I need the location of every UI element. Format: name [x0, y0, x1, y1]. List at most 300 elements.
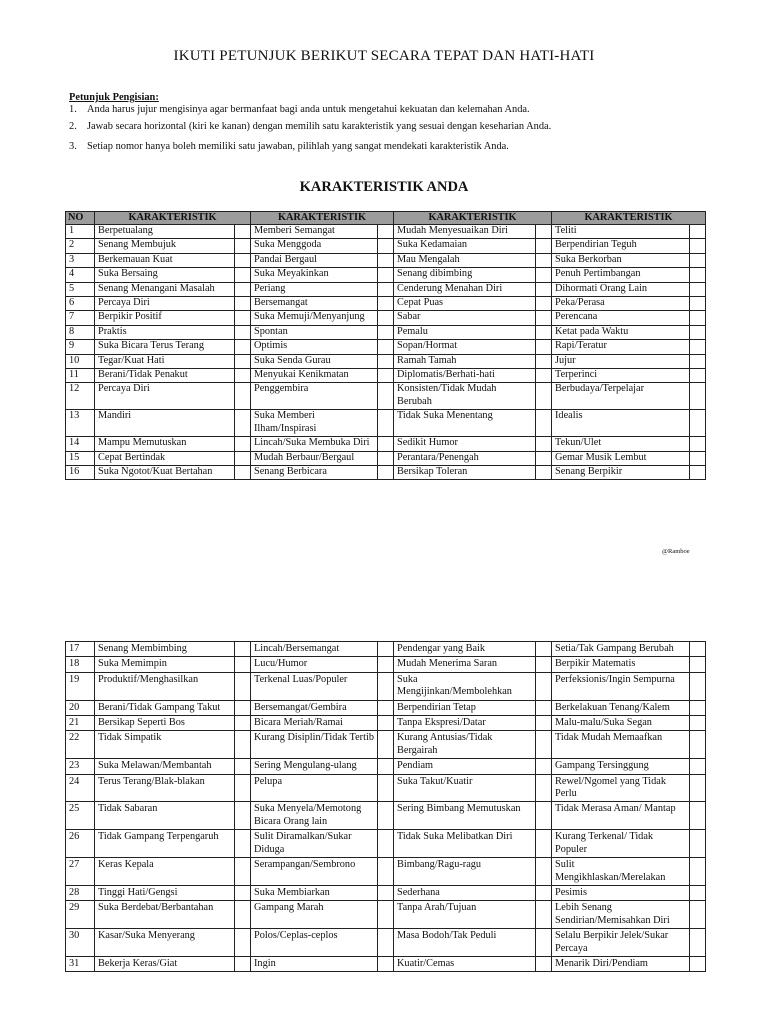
- answer-checkbox[interactable]: [378, 885, 394, 900]
- answer-checkbox[interactable]: [378, 369, 394, 383]
- characteristic-cell: Sulit Diramalkan/Sukar Diduga: [251, 830, 378, 858]
- characteristic-cell: Pelupa: [251, 774, 378, 802]
- answer-checkbox[interactable]: [690, 297, 706, 311]
- instructions: [69, 92, 729, 152]
- answer-checkbox[interactable]: [690, 383, 706, 410]
- instruction-text: Jawab secara horizontal (kiri ke kanan) dengan memilih satu karakteristik yang sesuai dengan keseharian Anda.: [87, 121, 552, 132]
- answer-checkbox[interactable]: [536, 657, 552, 672]
- characteristic-cell: Ramah Tamah: [394, 354, 536, 368]
- table-row: [66, 383, 706, 410]
- answer-checkbox[interactable]: [235, 437, 251, 451]
- characteristic-cell: Gampang Marah: [251, 901, 378, 929]
- characteristic-cell: Berkelakuan Tenang/Kalem: [552, 700, 690, 715]
- answer-checkbox[interactable]: [378, 282, 394, 296]
- characteristic-cell: Cenderung Menahan Diri: [394, 282, 536, 296]
- answer-checkbox[interactable]: [235, 700, 251, 715]
- row-number: 4: [66, 268, 95, 282]
- answer-checkbox[interactable]: [378, 956, 394, 971]
- header-characteristic: KARAKTERISTIK: [394, 212, 552, 225]
- answer-checkbox[interactable]: [235, 731, 251, 759]
- characteristic-cell: Rewel/Ngomel yang Tidak Perlu: [552, 774, 690, 802]
- characteristic-cell: Malu-malu/Suka Segan: [552, 716, 690, 731]
- characteristic-cell: Perencana: [552, 311, 690, 325]
- table-row: [66, 858, 706, 886]
- row-number: 27: [66, 858, 95, 886]
- characteristic-cell: Bersikap Seperti Bos: [95, 716, 235, 731]
- answer-checkbox[interactable]: [378, 383, 394, 410]
- answer-checkbox[interactable]: [536, 282, 552, 296]
- answer-checkbox[interactable]: [536, 830, 552, 858]
- answer-checkbox[interactable]: [235, 716, 251, 731]
- answer-checkbox[interactable]: [235, 297, 251, 311]
- answer-checkbox[interactable]: [690, 437, 706, 451]
- answer-checkbox[interactable]: [536, 297, 552, 311]
- answer-checkbox[interactable]: [690, 311, 706, 325]
- characteristic-cell: Sering Bimbang Memutuskan: [394, 802, 536, 830]
- characteristic-cell: Bersemangat: [251, 297, 378, 311]
- header-characteristic: KARAKTERISTIK: [251, 212, 394, 225]
- characteristic-cell: Ingin: [251, 956, 378, 971]
- answer-checkbox[interactable]: [690, 253, 706, 267]
- answer-checkbox[interactable]: [235, 956, 251, 971]
- row-number: 10: [66, 354, 95, 368]
- characteristic-cell: Ketat pada Waktu: [552, 325, 690, 339]
- answer-checkbox[interactable]: [536, 858, 552, 886]
- characteristic-cell: Suka Memuji/Menyanjung: [251, 311, 378, 325]
- table-row: [66, 929, 706, 957]
- table-row: [66, 282, 706, 296]
- answer-checkbox[interactable]: [536, 885, 552, 900]
- answer-checkbox[interactable]: [536, 465, 552, 479]
- table-row: [66, 642, 706, 657]
- answer-checkbox[interactable]: [235, 642, 251, 657]
- table-row: [66, 410, 706, 437]
- answer-checkbox[interactable]: [235, 759, 251, 774]
- characteristic-cell: Berpikir Positif: [95, 311, 235, 325]
- answer-checkbox[interactable]: [536, 956, 552, 971]
- answer-checkbox[interactable]: [536, 340, 552, 354]
- answer-checkbox[interactable]: [378, 774, 394, 802]
- characteristic-cell: Senang Membujuk: [95, 239, 235, 253]
- answer-checkbox[interactable]: [378, 451, 394, 465]
- header-no: NO: [66, 212, 95, 225]
- characteristic-cell: Suka Bicara Terus Terang: [95, 340, 235, 354]
- answer-checkbox[interactable]: [690, 642, 706, 657]
- instruction-number: 3.: [69, 141, 77, 152]
- answer-checkbox[interactable]: [235, 451, 251, 465]
- answer-checkbox[interactable]: [235, 383, 251, 410]
- table-row: [66, 437, 706, 451]
- characteristic-cell: Penggembira: [251, 383, 378, 410]
- table-row: [66, 830, 706, 858]
- answer-checkbox[interactable]: [536, 437, 552, 451]
- row-number: 21: [66, 716, 95, 731]
- row-number: 12: [66, 383, 95, 410]
- answer-checkbox[interactable]: [378, 716, 394, 731]
- answer-checkbox[interactable]: [690, 369, 706, 383]
- instruction-item: [69, 141, 729, 152]
- answer-checkbox[interactable]: [536, 716, 552, 731]
- characteristic-cell: Mandiri: [95, 410, 235, 437]
- row-number: 26: [66, 830, 95, 858]
- answer-checkbox[interactable]: [690, 354, 706, 368]
- answer-checkbox[interactable]: [235, 885, 251, 900]
- instructions-heading: Petunjuk Pengisian:: [69, 92, 159, 103]
- answer-checkbox[interactable]: [378, 437, 394, 451]
- characteristic-cell: Senang Menangani Masalah: [95, 282, 235, 296]
- answer-checkbox[interactable]: [536, 901, 552, 929]
- answer-checkbox[interactable]: [690, 759, 706, 774]
- characteristic-cell: Cepat Bertindak: [95, 451, 235, 465]
- answer-checkbox[interactable]: [690, 325, 706, 339]
- answer-checkbox[interactable]: [235, 802, 251, 830]
- row-number: 16: [66, 465, 95, 479]
- characteristic-cell: Terperinci: [552, 369, 690, 383]
- characteristic-cell: Suka Melawan/Membantah: [95, 759, 235, 774]
- characteristic-cell: Tidak Sabaran: [95, 802, 235, 830]
- characteristic-cell: Optimis: [251, 340, 378, 354]
- characteristic-cell: Sering Mengulang-ulang: [251, 759, 378, 774]
- characteristic-cell: Sulit Mengikhlaskan/Merelakan: [552, 858, 690, 886]
- answer-checkbox[interactable]: [378, 253, 394, 267]
- characteristic-cell: Pendengar yang Baik: [394, 642, 536, 657]
- instruction-number: 2.: [69, 121, 77, 132]
- characteristic-cell: Bekerja Keras/Giat: [95, 956, 235, 971]
- characteristic-cell: Bicara Meriah/Ramai: [251, 716, 378, 731]
- answer-checkbox[interactable]: [235, 672, 251, 700]
- characteristic-cell: Jujur: [552, 354, 690, 368]
- answer-checkbox[interactable]: [536, 929, 552, 957]
- answer-checkbox[interactable]: [235, 774, 251, 802]
- characteristic-cell: Idealis: [552, 410, 690, 437]
- header-characteristic: KARAKTERISTIK: [552, 212, 706, 225]
- answer-checkbox[interactable]: [378, 410, 394, 437]
- characteristic-cell: Senang Berbicara: [251, 465, 378, 479]
- characteristic-cell: Suka Membiarkan: [251, 885, 378, 900]
- table-row: [66, 672, 706, 700]
- answer-checkbox[interactable]: [690, 830, 706, 858]
- answer-checkbox[interactable]: [235, 830, 251, 858]
- answer-checkbox[interactable]: [378, 311, 394, 325]
- answer-checkbox[interactable]: [536, 642, 552, 657]
- characteristic-cell: Penuh Pertimbangan: [552, 268, 690, 282]
- characteristic-cell: Menarik Diri/Pendiam: [552, 956, 690, 971]
- characteristic-cell: Berpendirian Tetap: [394, 700, 536, 715]
- characteristic-cell: Kasar/Suka Menyerang: [95, 929, 235, 957]
- answer-checkbox[interactable]: [690, 657, 706, 672]
- answer-checkbox[interactable]: [378, 929, 394, 957]
- characteristic-cell: Terus Terang/Blak-blakan: [95, 774, 235, 802]
- answer-checkbox[interactable]: [690, 929, 706, 957]
- characteristic-cell: Suka Memimpin: [95, 657, 235, 672]
- row-number: 18: [66, 657, 95, 672]
- characteristic-cell: Pendiam: [394, 759, 536, 774]
- table-row: [66, 657, 706, 672]
- characteristic-cell: Kuatir/Cemas: [394, 956, 536, 971]
- answer-checkbox[interactable]: [536, 354, 552, 368]
- answer-checkbox[interactable]: [378, 297, 394, 311]
- answer-checkbox[interactable]: [536, 672, 552, 700]
- answer-checkbox[interactable]: [536, 774, 552, 802]
- answer-checkbox[interactable]: [536, 383, 552, 410]
- answer-checkbox[interactable]: [235, 901, 251, 929]
- characteristics-table-page-2: [65, 641, 706, 972]
- characteristic-cell: Berpikir Matematis: [552, 657, 690, 672]
- table-row: [66, 759, 706, 774]
- answer-checkbox[interactable]: [536, 700, 552, 715]
- characteristic-cell: Suka Meyakinkan: [251, 268, 378, 282]
- row-number: 23: [66, 759, 95, 774]
- characteristic-cell: Memberi Semangat: [251, 225, 378, 239]
- table-row: [66, 451, 706, 465]
- characteristic-cell: Dihormati Orang Lain: [552, 282, 690, 296]
- table-body: [66, 225, 706, 480]
- answer-checkbox[interactable]: [235, 325, 251, 339]
- characteristic-cell: Sederhana: [394, 885, 536, 900]
- answer-checkbox[interactable]: [690, 885, 706, 900]
- answer-checkbox[interactable]: [536, 253, 552, 267]
- answer-checkbox[interactable]: [235, 354, 251, 368]
- characteristic-cell: Praktis: [95, 325, 235, 339]
- answer-checkbox[interactable]: [378, 239, 394, 253]
- characteristic-cell: Perantara/Penengah: [394, 451, 536, 465]
- characteristic-cell: Sopan/Hormat: [394, 340, 536, 354]
- row-number: 8: [66, 325, 95, 339]
- answer-checkbox[interactable]: [378, 657, 394, 672]
- instruction-text: Setiap nomor hanya boleh memiliki satu jawaban, pilihlah yang sangat mendekati karakteristik Anda.: [87, 141, 509, 152]
- row-number: 14: [66, 437, 95, 451]
- answer-checkbox[interactable]: [378, 858, 394, 886]
- row-number: 9: [66, 340, 95, 354]
- table-row: [66, 700, 706, 715]
- answer-checkbox[interactable]: [378, 354, 394, 368]
- characteristic-cell: Lebih Senang Sendirian/Memisahkan Diri: [552, 901, 690, 929]
- characteristic-cell: Tinggi Hati/Gengsi: [95, 885, 235, 900]
- characteristic-cell: Spontan: [251, 325, 378, 339]
- answer-checkbox[interactable]: [378, 465, 394, 479]
- answer-checkbox[interactable]: [378, 325, 394, 339]
- answer-checkbox[interactable]: [378, 340, 394, 354]
- characteristic-cell: Suka Menyela/Memotong Bicara Orang lain: [251, 802, 378, 830]
- instruction-item: [69, 121, 729, 132]
- credit-text: @Ramboe: [662, 548, 690, 555]
- characteristic-cell: Terkenal Luas/Populer: [251, 672, 378, 700]
- answer-checkbox[interactable]: [235, 340, 251, 354]
- answer-checkbox[interactable]: [690, 239, 706, 253]
- characteristic-cell: Sedikit Humor: [394, 437, 536, 451]
- table-header-row: [66, 212, 706, 225]
- answer-checkbox[interactable]: [690, 451, 706, 465]
- answer-checkbox[interactable]: [536, 268, 552, 282]
- characteristic-cell: Bersikap Toleran: [394, 465, 536, 479]
- answer-checkbox[interactable]: [690, 282, 706, 296]
- row-number: 20: [66, 700, 95, 715]
- answer-checkbox[interactable]: [378, 759, 394, 774]
- answer-checkbox[interactable]: [235, 858, 251, 886]
- characteristic-cell: Diplomatis/Berhati-hati: [394, 369, 536, 383]
- row-number: 11: [66, 369, 95, 383]
- answer-checkbox[interactable]: [378, 700, 394, 715]
- characteristic-cell: Tanpa Ekspresi/Datar: [394, 716, 536, 731]
- characteristic-cell: Kurang Antusias/Tidak Bergairah: [394, 731, 536, 759]
- answer-checkbox[interactable]: [235, 657, 251, 672]
- characteristic-cell: Gemar Musik Lembut: [552, 451, 690, 465]
- table-row: [66, 901, 706, 929]
- row-number: 22: [66, 731, 95, 759]
- characteristic-cell: Cepat Puas: [394, 297, 536, 311]
- characteristic-cell: Berpetualang: [95, 225, 235, 239]
- characteristic-cell: Bimbang/Ragu-ragu: [394, 858, 536, 886]
- answer-checkbox[interactable]: [536, 239, 552, 253]
- answer-checkbox[interactable]: [536, 410, 552, 437]
- row-number: 17: [66, 642, 95, 657]
- characteristic-cell: Tidak Suka Menentang: [394, 410, 536, 437]
- document-title: IKUTI PETUNJUK BERIKUT SECARA TEPAT DAN HATI-HATI: [173, 48, 595, 64]
- characteristic-cell: Suka Senda Gurau: [251, 354, 378, 368]
- answer-checkbox[interactable]: [690, 858, 706, 886]
- table-row: [66, 802, 706, 830]
- row-number: 13: [66, 410, 95, 437]
- answer-checkbox[interactable]: [690, 716, 706, 731]
- characteristic-cell: Teliti: [552, 225, 690, 239]
- table-row: [66, 885, 706, 900]
- answer-checkbox[interactable]: [536, 311, 552, 325]
- characteristic-cell: Berani/Tidak Penakut: [95, 369, 235, 383]
- answer-checkbox[interactable]: [690, 901, 706, 929]
- characteristic-cell: Kurang Terkenal/ Tidak Populer: [552, 830, 690, 858]
- characteristic-cell: Tegar/Kuat Hati: [95, 354, 235, 368]
- answer-checkbox[interactable]: [235, 929, 251, 957]
- answer-checkbox[interactable]: [690, 956, 706, 971]
- answer-checkbox[interactable]: [378, 802, 394, 830]
- characteristic-cell: Mampu Memutuskan: [95, 437, 235, 451]
- characteristic-cell: Suka Takut/Kuatir: [394, 774, 536, 802]
- row-number: 30: [66, 929, 95, 957]
- answer-checkbox[interactable]: [235, 465, 251, 479]
- table-row: [66, 716, 706, 731]
- row-number: 3: [66, 253, 95, 267]
- characteristic-cell: Tidak Simpatik: [95, 731, 235, 759]
- characteristic-cell: Mudah Menerima Saran: [394, 657, 536, 672]
- characteristic-cell: Suka Menggoda: [251, 239, 378, 253]
- section-title: KARAKTERISTIK ANDA: [299, 179, 469, 195]
- characteristic-cell: Suka Berdebat/Berbantahan: [95, 901, 235, 929]
- table-row: [66, 369, 706, 383]
- answer-checkbox[interactable]: [690, 802, 706, 830]
- answer-checkbox[interactable]: [536, 731, 552, 759]
- characteristic-cell: Periang: [251, 282, 378, 296]
- characteristic-cell: Produktif/Menghasilkan: [95, 672, 235, 700]
- characteristic-cell: Berani/Tidak Gampang Takut: [95, 700, 235, 715]
- answer-checkbox[interactable]: [235, 282, 251, 296]
- answer-checkbox[interactable]: [536, 802, 552, 830]
- row-number: 29: [66, 901, 95, 929]
- characteristic-cell: Suka Mengijinkan/Membolehkan: [394, 672, 536, 700]
- characteristic-cell: Tidak Mudah Memaafkan: [552, 731, 690, 759]
- answer-checkbox[interactable]: [235, 225, 251, 239]
- row-number: 15: [66, 451, 95, 465]
- instruction-item: [69, 104, 729, 115]
- answer-checkbox[interactable]: [235, 239, 251, 253]
- characteristic-cell: Selalu Berpikir Jelek/Sukar Percaya: [552, 929, 690, 957]
- table-row: [66, 253, 706, 267]
- answer-checkbox[interactable]: [378, 731, 394, 759]
- answer-checkbox[interactable]: [235, 369, 251, 383]
- characteristic-cell: Bersemangat/Gembira: [251, 700, 378, 715]
- characteristic-cell: Suka Berkorban: [552, 253, 690, 267]
- answer-checkbox[interactable]: [536, 369, 552, 383]
- table-row: [66, 325, 706, 339]
- answer-checkbox[interactable]: [378, 901, 394, 929]
- row-number: 24: [66, 774, 95, 802]
- characteristic-cell: Lincah/Suka Membuka Diri: [251, 437, 378, 451]
- instruction-text: Anda harus jujur mengisinya agar bermanfaat bagi anda untuk mengetahui kekuatan dan kelemahan Anda.: [87, 104, 530, 115]
- answer-checkbox[interactable]: [690, 731, 706, 759]
- answer-checkbox[interactable]: [536, 451, 552, 465]
- answer-checkbox[interactable]: [536, 225, 552, 239]
- characteristic-cell: Berpendirian Teguh: [552, 239, 690, 253]
- characteristic-cell: Suka Ngotot/Kuat Bertahan: [95, 465, 235, 479]
- characteristic-cell: Senang Membimbing: [95, 642, 235, 657]
- table-row: [66, 354, 706, 368]
- characteristic-cell: Tanpa Arah/Tujuan: [394, 901, 536, 929]
- characteristic-cell: Perfeksionis/Ingin Sempurna: [552, 672, 690, 700]
- answer-checkbox[interactable]: [690, 268, 706, 282]
- characteristic-cell: Peka/Perasa: [552, 297, 690, 311]
- answer-checkbox[interactable]: [378, 225, 394, 239]
- characteristic-cell: Senang Berpikir: [552, 465, 690, 479]
- table-row: [66, 239, 706, 253]
- row-number: 1: [66, 225, 95, 239]
- table-row: [66, 774, 706, 802]
- table-row: [66, 465, 706, 479]
- characteristic-cell: Menyukai Kenikmatan: [251, 369, 378, 383]
- answer-checkbox[interactable]: [235, 253, 251, 267]
- answer-checkbox[interactable]: [378, 830, 394, 858]
- characteristic-cell: Pemalu: [394, 325, 536, 339]
- characteristic-cell: Suka Kedamaian: [394, 239, 536, 253]
- answer-checkbox[interactable]: [378, 268, 394, 282]
- answer-checkbox[interactable]: [235, 311, 251, 325]
- answer-checkbox[interactable]: [235, 268, 251, 282]
- characteristic-cell: Tidak Gampang Terpengaruh: [95, 830, 235, 858]
- answer-checkbox[interactable]: [690, 410, 706, 437]
- answer-checkbox[interactable]: [690, 340, 706, 354]
- answer-checkbox[interactable]: [690, 774, 706, 802]
- answer-checkbox[interactable]: [690, 672, 706, 700]
- characteristic-cell: Suka Bersaing: [95, 268, 235, 282]
- table-row: [66, 297, 706, 311]
- answer-checkbox[interactable]: [690, 225, 706, 239]
- answer-checkbox[interactable]: [378, 642, 394, 657]
- row-number: 5: [66, 282, 95, 296]
- characteristic-cell: Mau Mengalah: [394, 253, 536, 267]
- characteristic-cell: Percaya Diri: [95, 383, 235, 410]
- answer-checkbox[interactable]: [690, 700, 706, 715]
- answer-checkbox[interactable]: [235, 410, 251, 437]
- table-body: [66, 642, 706, 972]
- characteristic-cell: Mudah Berbaur/Bergaul: [251, 451, 378, 465]
- row-number: 19: [66, 672, 95, 700]
- answer-checkbox[interactable]: [378, 672, 394, 700]
- row-number: 6: [66, 297, 95, 311]
- characteristic-cell: Lincah/Bersemangat: [251, 642, 378, 657]
- characteristic-cell: Masa Bodoh/Tak Peduli: [394, 929, 536, 957]
- answer-checkbox[interactable]: [536, 759, 552, 774]
- characteristic-cell: Polos/Ceplas-ceplos: [251, 929, 378, 957]
- answer-checkbox[interactable]: [536, 325, 552, 339]
- answer-checkbox[interactable]: [690, 465, 706, 479]
